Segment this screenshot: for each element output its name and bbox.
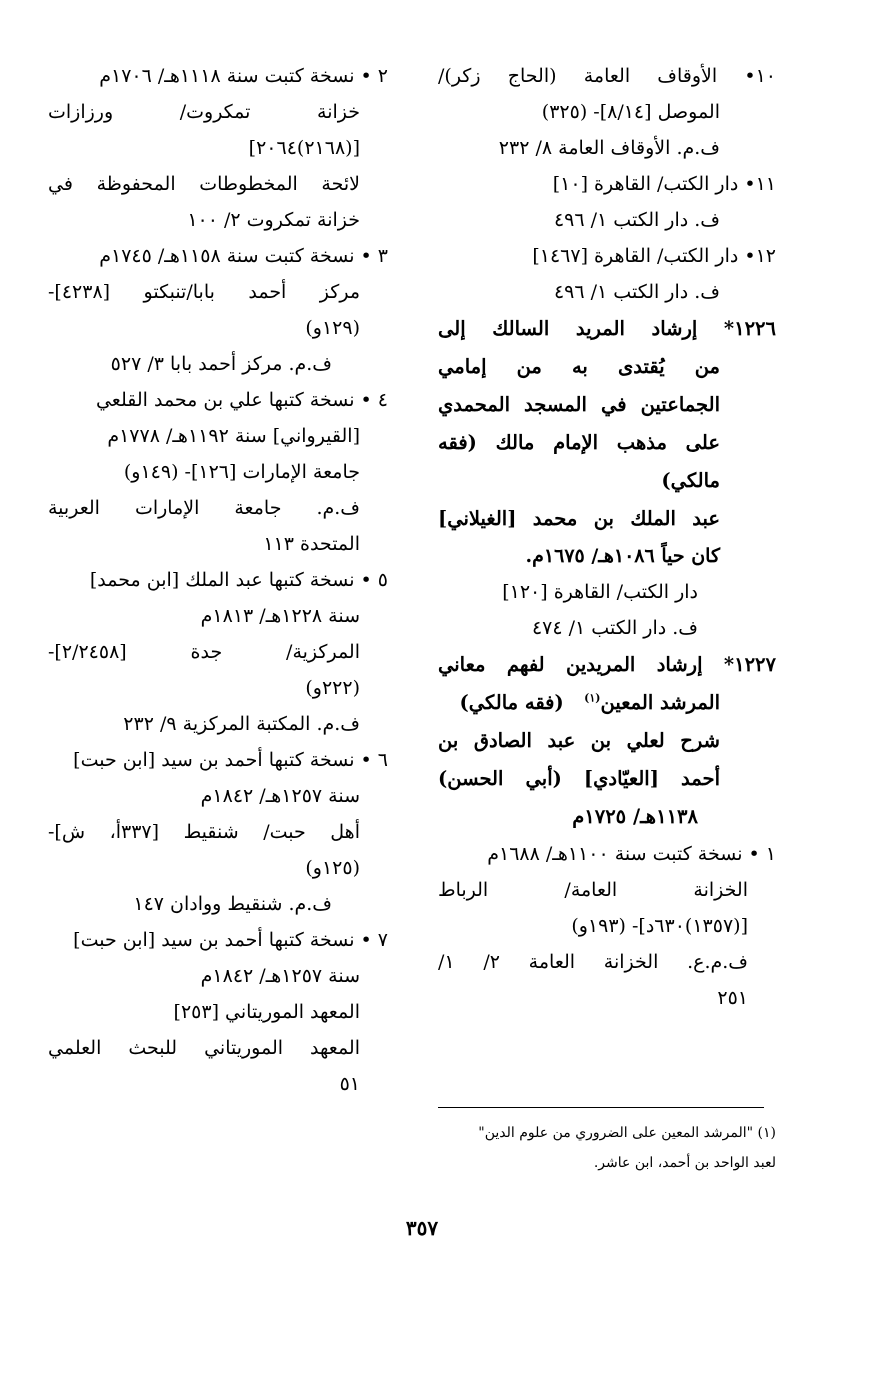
manuscript-line: ف.م. مركز أحمد بابا ٣/ ٥٢٧ (110, 353, 332, 375)
entry-title-line: على مذهب الإمام مالك (فقه (438, 431, 720, 454)
entry-title-line: الجماعتين في المسجد المحمدي (438, 393, 720, 416)
manuscript-line: ٧ • نسخة كتبها أحمد بن سيد [ابن حبت] (73, 929, 388, 951)
footnote-marker[interactable]: (١) (584, 691, 601, 705)
manuscript-line: سنة ١٢٥٧هـ/ ١٨٤٢م (200, 785, 360, 807)
manuscript-line: ٥ • نسخة كتبها عبد الملك [ابن محمد] (89, 569, 388, 591)
author-date-line: ١١٣٨هـ/ ١٧٢٥م (572, 805, 698, 828)
manuscript-line: لائحة المخطوطات المحفوظة في (48, 173, 360, 195)
manuscript-line: ٤ • نسخة كتبها علي بن محمد القلعي (95, 389, 388, 411)
manuscript-line: (٢٢٢و) (305, 677, 360, 699)
manuscript-line: مركز أحمد بابا/تنبكتو [٤٢٣٨]- (48, 281, 360, 303)
entry-line: الموصل [٨/١٤]- (٣٢٥) (541, 101, 720, 123)
manuscript-line: ١ • نسخة كتبت سنة ١١٠٠هـ/ ١٦٨٨م (487, 843, 776, 865)
entry-line: ف. دار الكتب ١/ ٤٧٤ (531, 617, 698, 639)
manuscript-line: ٢٥١ (717, 987, 748, 1009)
entry-title-line: مالكي) (661, 469, 720, 492)
manuscript-line: ف.م. المكتبة المركزية ٩/ ٢٣٢ (123, 713, 360, 735)
entry-title-line: ١٢٢٦* إرشاد المريد السالك إلى (438, 317, 776, 340)
manuscript-line: [(٢١٦٨)٢٠٦٤] (248, 137, 360, 159)
entry-title-line: من يُقتدى به من إمامي (438, 355, 720, 378)
manuscript-line: [(١٣٥٧)٦٣٠د]- (١٩٣و) (571, 915, 748, 937)
right-column (438, 58, 776, 1016)
manuscript-line: ٦ • نسخة كتبها أحمد بن سيد [ابن حبت] (73, 749, 388, 771)
manuscript-line: خزانة تمكروت ٢/ ١٠٠ (187, 209, 360, 231)
left-column (48, 58, 388, 1102)
commentary-line: شرح لعلي بن عبد الصادق بن (438, 729, 720, 752)
footnote-line: لعبد الواحد بن أحمد، ابن عاشر. (593, 1155, 776, 1171)
subject-text: (فقه مالكي) (459, 691, 564, 714)
manuscript-line: ف.م.ع. الخزانة العامة ٢/ ١/ (438, 951, 748, 973)
entry-line: ١٠• الأوقاف العامة (الحاج زكر)/ (438, 65, 776, 87)
entry-line: ف.م. الأوقاف العامة ٨/ ٢٣٢ (498, 137, 720, 159)
manuscript-line: خزانة تمكروت/ ورزازات (48, 101, 360, 123)
manuscript-line: ف.م. جامعة الإمارات العربية (48, 497, 360, 519)
entry-line: ١١• دار الكتب/ القاهرة [١٠] (552, 173, 776, 195)
entry-title-line (438, 684, 776, 722)
commentary-line: أحمد [العيّادي] (أبي الحسن) (438, 767, 720, 790)
entry-line: ف. دار الكتب ١/ ٤٩٦ (553, 281, 720, 303)
manuscript-line: ٢ • نسخة كتبت سنة ١١١٨هـ/ ١٧٠٦م (99, 65, 388, 87)
author-date-line: كان حياً ١٠٨٦هـ/ ١٦٧٥م. (525, 545, 720, 567)
manuscript-line: أهل حبت/ شنقيط [٣٣٧أ، ش]- (48, 821, 360, 843)
manuscript-line: (١٢٩و) (305, 317, 360, 339)
manuscript-line: سنة ١٢٢٨هـ/ ١٨١٣م (200, 605, 360, 627)
footnote (438, 1118, 776, 1178)
manuscript-line: ٣ • نسخة كتبت سنة ١١٥٨هـ/ ١٧٤٥م (99, 245, 388, 267)
entry-line: دار الكتب/ القاهرة [١٢٠] (502, 581, 698, 603)
manuscript-line: المعهد الموريتاني للبحث العلمي (48, 1037, 360, 1059)
manuscript-line: جامعة الإمارات [١٢٦]- (١٤٩و) (123, 461, 360, 483)
page-number: ٣٥٧ (405, 1216, 439, 1240)
entry-line: ١٢• دار الكتب/ القاهرة [١٤٦٧] (532, 245, 776, 267)
manuscript-line: المركزية/ جدة [٢/٢٤٥٨]- (48, 641, 360, 663)
manuscript-line: المعهد الموريتاني [٢٥٣] (173, 1001, 360, 1023)
entry-line: ف. دار الكتب ١/ ٤٩٦ (553, 209, 720, 231)
manuscript-line: الخزانة العامة/ الرباط (438, 879, 748, 901)
manuscript-line: [القيرواني] سنة ١١٩٢هـ/ ١٧٧٨م (107, 425, 360, 447)
manuscript-line: ف.م. شنقيط ووادان ١٤٧ (133, 893, 332, 915)
manuscript-line: (١٢٥و) (305, 857, 360, 879)
manuscript-line: ٥١ (339, 1073, 360, 1095)
entry-title-line: ١٢٢٧* إرشاد المريدين لفهم معاني (438, 653, 776, 676)
footnote-line: (١) "المرشد المعين على الضروري من علوم الدين" (478, 1125, 776, 1141)
manuscript-line: سنة ١٢٥٧هـ/ ١٨٤٢م (200, 965, 360, 987)
manuscript-line: المتحدة ١١٣ (263, 533, 360, 555)
footnote-divider (438, 1107, 764, 1108)
title-text: المرشد المعين (600, 691, 720, 714)
author-line: عبد الملك بن محمد [الغيلاني] (438, 507, 720, 530)
